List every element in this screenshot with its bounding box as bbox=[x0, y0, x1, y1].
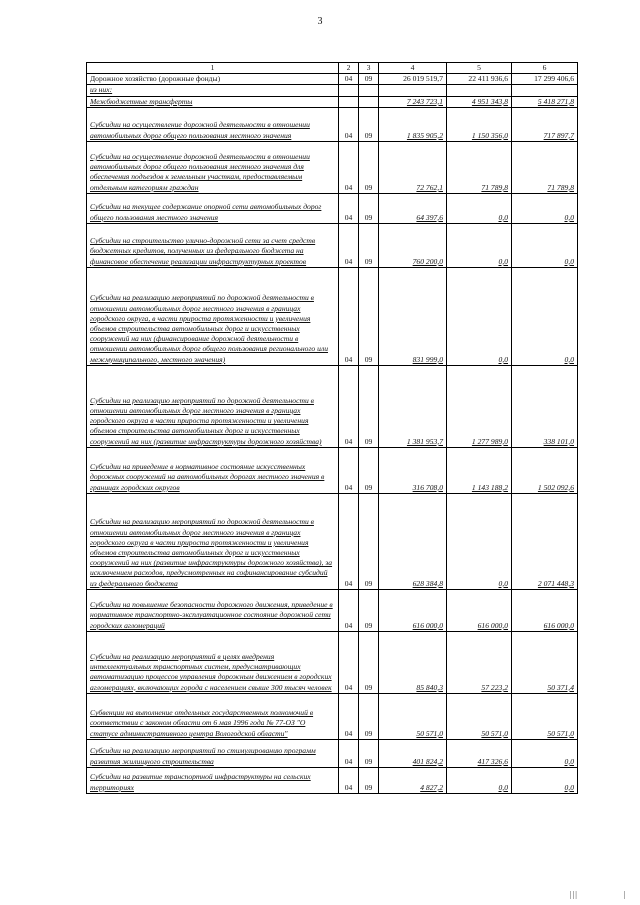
subsection-code-cell: 09 bbox=[359, 693, 379, 739]
amount-col5-cell: 616 000,0 bbox=[447, 589, 512, 631]
section-code-cell: 04 bbox=[339, 767, 359, 793]
table-row bbox=[87, 631, 578, 693]
amount-col5-cell: 57 223,2 bbox=[447, 631, 512, 693]
amount-col4-cell: 1 381 953,7 bbox=[379, 365, 447, 447]
footer-mark: ||| bbox=[570, 890, 578, 899]
row-name-cell: Субсидии на реализацию мероприятий по дорожной деятельности в отношении автомобильных дорог местного значения в границах городского округа в части прироста протяженности и увеличения объемов строительства автомобильных дорог и искусственных сооружений на них (развитие инфраструктуры дорожного хозяйства), за исключением расходов, предусмотренных на софинансирование субсидий из федерального бюджета bbox=[87, 493, 339, 589]
amount-col4-cell: 831 999,0 bbox=[379, 267, 447, 365]
budget-table bbox=[86, 62, 578, 794]
amount-col5-cell: 417 326,6 bbox=[447, 739, 512, 767]
subsection-code-cell: 09 bbox=[359, 493, 379, 589]
section-code-cell: 04 bbox=[339, 267, 359, 365]
amount-col4-cell: 4 827,2 bbox=[379, 767, 447, 793]
section-code-cell bbox=[339, 85, 359, 96]
subsection-code-cell: 09 bbox=[359, 447, 379, 493]
amount-col6-cell: 17 299 406,6 bbox=[512, 74, 578, 85]
row-name-cell: Субсидии на строительство улично-дорожной сети за счет средств бюджетных кредитов, полученных из федерального бюджета на финансовое обеспечение реализации инфраструктурных проектов bbox=[87, 223, 339, 267]
row-name-cell: Субсидии на повышение безопасности дорожного движения, приведение в нормативное транспортно-эксплуатационное состояние дорожной сети городских агломераций bbox=[87, 589, 339, 631]
table-row bbox=[87, 493, 578, 589]
subsection-code-cell: 09 bbox=[359, 107, 379, 141]
table-row bbox=[87, 141, 578, 193]
amount-col4-cell: 316 708,0 bbox=[379, 447, 447, 493]
row-name-cell: Субсидии на реализацию мероприятий в целях внедрения интеллектуальных транспортных систем, предусматривающих автоматизацию процессов управления дорожным движением в городских агломерациях, включающих города с населением свыше 300 тысяч человек bbox=[87, 631, 339, 693]
subsection-code-cell: 09 bbox=[359, 767, 379, 793]
page-number: 3 bbox=[317, 16, 323, 27]
amount-col5-cell: 0,0 bbox=[447, 493, 512, 589]
table-row bbox=[87, 107, 578, 141]
section-code-cell: 04 bbox=[339, 74, 359, 85]
amount-col6-cell: 50 571,0 bbox=[512, 693, 578, 739]
amount-col6-cell: 1 502 092,6 bbox=[512, 447, 578, 493]
table-row bbox=[87, 767, 578, 793]
row-name-cell: Субсидии на реализацию мероприятий по дорожной деятельности в отношении автомобильных дорог местного значения в границах городского округа в части прироста протяженности и увеличения объемов строительства автомобильных дорог и искусственных сооружений на них (развитие инфраструктуры дорожного хозяйства) bbox=[87, 365, 339, 447]
row-name-cell: Субсидии на реализацию мероприятий по стимулированию программ развития жилищного строительства bbox=[87, 739, 339, 767]
section-code-cell: 04 bbox=[339, 631, 359, 693]
amount-col5-cell: 1 143 188,2 bbox=[447, 447, 512, 493]
row-name-cell: Дорожное хозяйство (дорожные фонды) bbox=[87, 74, 339, 85]
row-name-cell: Субсидии на текущее содержание опорной сети автомобильных дорог общего пользования местного значения bbox=[87, 193, 339, 223]
amount-col6-cell: 2 071 448,3 bbox=[512, 493, 578, 589]
amount-col5-cell: 1 277 989,0 bbox=[447, 365, 512, 447]
amount-col4-cell: 1 835 905,2 bbox=[379, 107, 447, 141]
column-header: 4 bbox=[379, 63, 447, 74]
amount-col5-cell bbox=[447, 85, 512, 96]
column-header: 3 bbox=[359, 63, 379, 74]
amount-col4-cell: 616 000,0 bbox=[379, 589, 447, 631]
amount-col4-cell: 760 200,0 bbox=[379, 223, 447, 267]
subsection-code-cell: 09 bbox=[359, 631, 379, 693]
column-header: 6 bbox=[512, 63, 578, 74]
row-name-cell: Субсидии на осуществление дорожной деятельности в отношении автомобильных дорог общего пользования местного значения bbox=[87, 107, 339, 141]
amount-col6-cell: 5 418 271,8 bbox=[512, 96, 578, 107]
subsection-code-cell: 09 bbox=[359, 589, 379, 631]
amount-col6-cell: 0,0 bbox=[512, 739, 578, 767]
subsection-code-cell: 09 bbox=[359, 193, 379, 223]
table-row bbox=[87, 96, 578, 107]
amount-col5-cell: 0,0 bbox=[447, 223, 512, 267]
amount-col6-cell: 0,0 bbox=[512, 223, 578, 267]
amount-col4-cell: 7 243 723,1 bbox=[379, 96, 447, 107]
amount-col5-cell: 4 951 343,8 bbox=[447, 96, 512, 107]
row-name-cell: Субсидии на реализацию мероприятий по дорожной деятельности в отношении автомобильных дорог местного значения в границах городского округа, в части прироста протяженности и увеличения объемов строительства автомобильных дорог и искусственных сооружений на них (финансирование дорожной деятельности в отношении автомобильных дорог общего пользования регионального или межмуниципального, местного значения) bbox=[87, 267, 339, 365]
row-name-cell: из них: bbox=[87, 85, 339, 96]
column-header: 5 bbox=[447, 63, 512, 74]
section-code-cell: 04 bbox=[339, 447, 359, 493]
table-row bbox=[87, 739, 578, 767]
table-row bbox=[87, 85, 578, 96]
amount-col4-cell: 401 824,2 bbox=[379, 739, 447, 767]
table-row bbox=[87, 365, 578, 447]
amount-col5-cell: 1 150 356,0 bbox=[447, 107, 512, 141]
amount-col4-cell bbox=[379, 85, 447, 96]
amount-col6-cell: 0,0 bbox=[512, 193, 578, 223]
amount-col4-cell: 72 762,1 bbox=[379, 141, 447, 193]
section-code-cell: 04 bbox=[339, 107, 359, 141]
subsection-code-cell: 09 bbox=[359, 739, 379, 767]
section-code-cell bbox=[339, 96, 359, 107]
table-row bbox=[87, 693, 578, 739]
amount-col5-cell: 71 789,8 bbox=[447, 141, 512, 193]
amount-col5-cell: 0,0 bbox=[447, 193, 512, 223]
subsection-code-cell bbox=[359, 85, 379, 96]
amount-col4-cell: 50 571,0 bbox=[379, 693, 447, 739]
table-row bbox=[87, 74, 578, 85]
table-row bbox=[87, 589, 578, 631]
section-code-cell: 04 bbox=[339, 193, 359, 223]
amount-col6-cell: 0,0 bbox=[512, 767, 578, 793]
amount-col6-cell: 0,0 bbox=[512, 267, 578, 365]
row-name-cell: Субсидии на развитие транспортной инфраструктуры на сельских территориях bbox=[87, 767, 339, 793]
table-row bbox=[87, 267, 578, 365]
amount-col6-cell: 71 789,8 bbox=[512, 141, 578, 193]
column-header: 2 bbox=[339, 63, 359, 74]
amount-col6-cell: 717 897,7 bbox=[512, 107, 578, 141]
subsection-code-cell: 09 bbox=[359, 267, 379, 365]
amount-col6-cell: 50 371,4 bbox=[512, 631, 578, 693]
subsection-code-cell bbox=[359, 96, 379, 107]
section-code-cell: 04 bbox=[339, 365, 359, 447]
section-code-cell: 04 bbox=[339, 223, 359, 267]
amount-col4-cell: 26 019 519,7 bbox=[379, 74, 447, 85]
amount-col6-cell: 616 000,0 bbox=[512, 589, 578, 631]
amount-col5-cell: 0,0 bbox=[447, 767, 512, 793]
section-code-cell: 04 bbox=[339, 493, 359, 589]
amount-col6-cell: 338 101,0 bbox=[512, 365, 578, 447]
table-header-row bbox=[87, 63, 578, 74]
row-name-cell: Межбюджетные трансферты bbox=[87, 96, 339, 107]
amount-col4-cell: 628 384,8 bbox=[379, 493, 447, 589]
table-row bbox=[87, 223, 578, 267]
row-name-cell: Субсидии на приведение в нормативное состояние искусственных дорожных сооружений на автомобильных дорогах местного значения в границах городских округов bbox=[87, 447, 339, 493]
amount-col4-cell: 85 840,3 bbox=[379, 631, 447, 693]
section-code-cell: 04 bbox=[339, 693, 359, 739]
subsection-code-cell: 09 bbox=[359, 74, 379, 85]
subsection-code-cell: 09 bbox=[359, 365, 379, 447]
footer-tick: | bbox=[624, 890, 626, 899]
section-code-cell: 04 bbox=[339, 589, 359, 631]
amount-col5-cell: 22 411 936,6 bbox=[447, 74, 512, 85]
subsection-code-cell: 09 bbox=[359, 141, 379, 193]
section-code-cell: 04 bbox=[339, 739, 359, 767]
amount-col5-cell: 0,0 bbox=[447, 267, 512, 365]
row-name-cell: Субсидии на осуществление дорожной деятельности в отношении автомобильных дорог общего пользования местного значения для обеспечения подъездов к земельным участкам, предоставляемым отдельным категориям граждан bbox=[87, 141, 339, 193]
table-row bbox=[87, 447, 578, 493]
row-name-cell: Субвенции на выполнение отдельных государственных полномочий в соответствии с законом области от 6 мая 1996 года № 77-ОЗ "О статусе административного центра Вологодской области" bbox=[87, 693, 339, 739]
column-header: 1 bbox=[87, 63, 339, 74]
table-row bbox=[87, 193, 578, 223]
section-code-cell: 04 bbox=[339, 141, 359, 193]
amount-col5-cell: 50 571,0 bbox=[447, 693, 512, 739]
amount-col4-cell: 64 397,6 bbox=[379, 193, 447, 223]
amount-col6-cell bbox=[512, 85, 578, 96]
subsection-code-cell: 09 bbox=[359, 223, 379, 267]
